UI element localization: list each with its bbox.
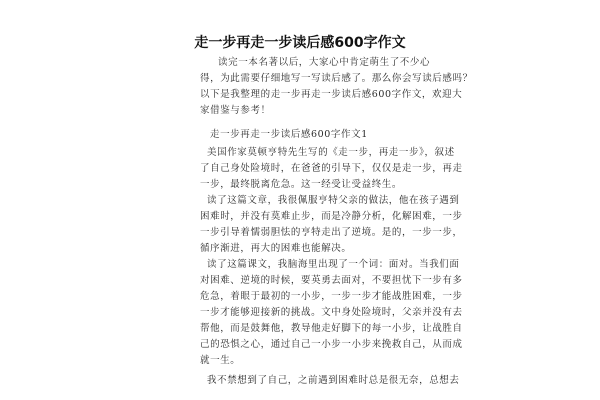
text-line: 得，为此需要仔细地写一写读后感了。那么你会写读后感吗？ [200,73,473,84]
text-line: 就一生。 [200,355,241,366]
text-line: 己的恐惧之心，通过自己一小步一小步来挽救自己，从而成 [200,339,463,350]
text-line: 我不禁想到了自己，之前遇到困难时总是很无奈，总想去 [207,375,460,386]
text-line: 循序渐进，再大的困难也能解决。 [200,243,352,254]
text-line: 了自己身处险境时，在爸爸的引导下，仅仅是走一步，再走 [200,163,463,174]
text-line: 一步引导着懦弱胆怯的亨特走出了逆境。是的，一步一步， [200,227,463,238]
text-line: 困难时，并没有莫难止步，而是冷静分析，化解困难，一步 [200,211,463,222]
text-line: 读了这篇文章，我很佩服亨特父亲的做法，他在孩子遇到 [207,195,460,206]
text-line: 一步，最终脱离危急。这一经受让受益终生。 [200,179,403,190]
text-line: 危急，着眼于最初的一小步，一步一步才能战胜困难，一步 [200,291,463,302]
text-line: 美国作家莫顿亨特先生写的《走一步，再走一步》，叙述 [207,147,455,158]
text-line: 以下是我整理的走一步再走一步读后感600字作文，欢迎大 [200,89,463,100]
text-line: 帮他，而是鼓舞他，教导他走好脚下的每一小步，让战胜自 [200,323,463,334]
text-line: 对困难、逆境的时候，要英勇去面对，不要担忧下一步有多 [200,275,463,286]
document-title: 走一步再走一步读后感600字作文 [194,35,406,51]
text-line: 一步才能够迎接新的挑战。文中身处险境时，父亲并没有去 [200,307,463,318]
section-heading: 走一步再走一步读后感600字作文1 [210,129,368,140]
text-line: 读了这篇课文，我脑海里出现了一个词：面对。当我们面 [207,259,460,270]
text-line: 家借鉴与参考！ [200,105,271,116]
text-line: 读完一本名著以后，大家心中肯定萌生了不少心 [218,57,431,68]
